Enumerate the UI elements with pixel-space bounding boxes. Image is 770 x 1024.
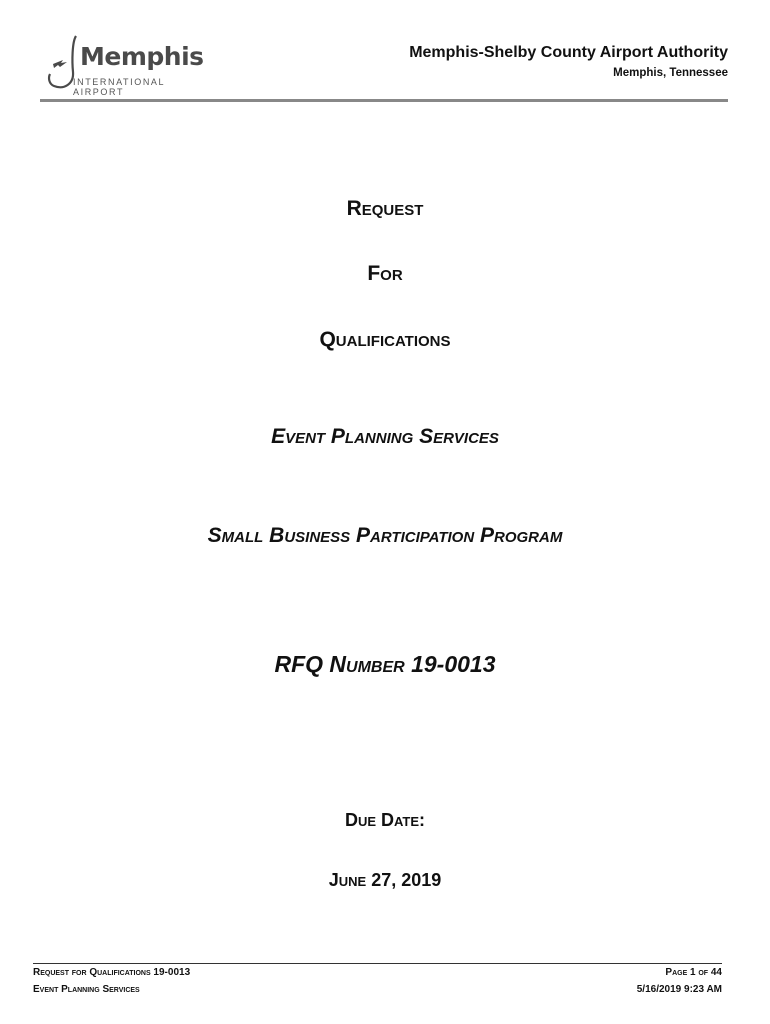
title-for: For: [367, 262, 403, 285]
footer-page-number: Page 1 of 44: [665, 967, 722, 978]
footer-document-title: Event Planning Services: [33, 984, 140, 995]
airport-logo: [46, 32, 206, 97]
page-footer: [33, 963, 722, 1003]
due-date-value: June 27, 2019: [328, 870, 442, 890]
logo-subtitle: INTERNATIONAL AIRPORT: [73, 77, 165, 97]
program-title: Small Business Participation Program: [207, 524, 563, 547]
footer-divider: [33, 963, 722, 964]
footer-timestamp: 5/16/2019 9:23 AM: [636, 984, 722, 995]
footer-document-id: Request for Qualifications 19-0013: [33, 967, 191, 978]
service-title: Event Planning Services: [271, 425, 499, 448]
organization-location: Memphis, Tennessee: [613, 67, 728, 79]
title-qualifications: Qualifications: [319, 328, 451, 351]
logo-wordmark: Memphis: [80, 42, 204, 71]
title-request: Request: [346, 197, 424, 220]
rfq-number: RFQ Number 19-0013: [274, 651, 496, 677]
page-header: [40, 30, 728, 102]
due-date-label: Due Date:: [344, 810, 426, 830]
header-divider: [40, 99, 728, 102]
organization-name: Memphis-Shelby County Airport Authority: [409, 44, 728, 61]
